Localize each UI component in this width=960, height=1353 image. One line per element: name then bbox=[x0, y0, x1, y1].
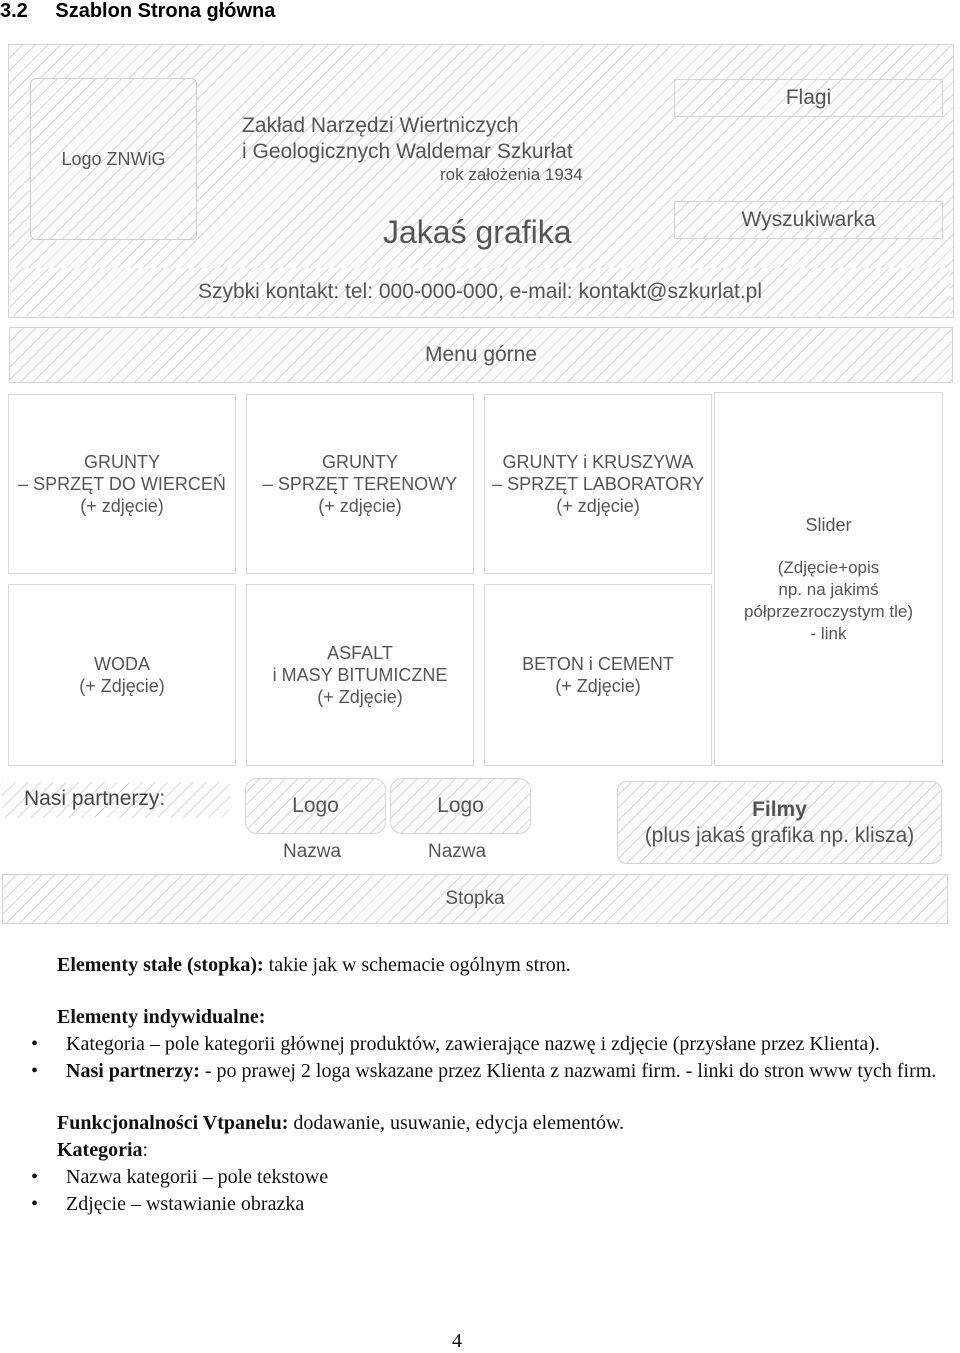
page-number: 4 bbox=[452, 1330, 462, 1352]
partner-name[interactable]: Nazwa bbox=[283, 841, 342, 862]
bullet-text: Kategoria – pole kategorii głównej produktów, zawierające nazwę i zdjęcie (przysłane przez Klienta). bbox=[66, 1033, 880, 1055]
fixed-elements-text: takie jak w schemacie ogólnym stron. bbox=[263, 954, 571, 976]
header-graphic-label: Jakaś grafika bbox=[383, 214, 572, 250]
category-subtitle: – SPRZĘT DO WIERCEŃ bbox=[18, 474, 226, 494]
company-name bbox=[242, 113, 573, 165]
section-number: 3.2 bbox=[0, 0, 28, 22]
category-tile[interactable] bbox=[246, 394, 474, 574]
category-photo-note: (+ zdjęcie) bbox=[556, 496, 640, 516]
films-title: Filmy bbox=[752, 797, 807, 821]
flags-box[interactable] bbox=[674, 79, 943, 117]
category-colon: : bbox=[142, 1139, 149, 1161]
bullet-bold: Nasi partnerzy: bbox=[66, 1060, 200, 1082]
slider-box[interactable] bbox=[714, 392, 943, 766]
slider-title: Slider bbox=[805, 515, 852, 535]
category-title: WODA bbox=[94, 654, 150, 674]
vtpanel-note bbox=[57, 1110, 937, 1137]
films-subtitle: (plus jakaś grafika np. klisza) bbox=[644, 823, 915, 847]
category-label: Kategoria bbox=[57, 1139, 143, 1161]
category-title: GRUNTY i KRUSZYWA bbox=[502, 452, 694, 472]
category-photo-note: (+ Zdjęcie) bbox=[79, 676, 165, 696]
quick-contact-bar bbox=[10, 268, 950, 316]
category-title: ASFALT bbox=[327, 643, 393, 663]
partner-logo[interactable] bbox=[245, 778, 386, 834]
list-item: • Nazwa kategorii – pole tekstowe bbox=[0, 1164, 937, 1191]
list-item bbox=[0, 1058, 937, 1085]
section-title: Szablon Strona główna bbox=[55, 0, 276, 22]
slider-desc-line: (Zdjęcie+opis bbox=[777, 558, 880, 577]
flags-label: Flagi bbox=[785, 86, 832, 109]
category-title: GRUNTY bbox=[83, 452, 160, 472]
individual-elements-list bbox=[0, 1031, 937, 1085]
category-photo-note: (+ zdjęcie) bbox=[80, 496, 164, 516]
partners-label: Nasi partnerzy: bbox=[24, 787, 166, 810]
section-heading bbox=[0, 0, 275, 23]
quick-contact-text: Szybki kontakt: tel: 000-000-000, e-mail: kontakt@szkurlat.pl bbox=[197, 280, 763, 303]
category-tile[interactable] bbox=[484, 394, 712, 574]
category-title: BETON i CEMENT bbox=[522, 654, 674, 674]
category-title: GRUNTY bbox=[322, 452, 398, 472]
partner-logo-label: Logo bbox=[437, 794, 484, 817]
logo-label: Logo ZNWiG bbox=[61, 149, 166, 169]
partner-logo[interactable] bbox=[390, 778, 531, 834]
list-item: • Zdjęcie – wstawianie obrazka bbox=[0, 1191, 937, 1218]
partner-logo-label: Logo bbox=[292, 794, 339, 817]
category-tile[interactable] bbox=[484, 584, 712, 766]
top-menu-label: Menu górne bbox=[424, 343, 538, 366]
category-tile[interactable] bbox=[8, 584, 236, 766]
vtpanel-label: Funkcjonalności Vtpanelu: bbox=[57, 1112, 289, 1134]
search-label: Wyszukiwarka bbox=[741, 208, 876, 231]
footer-label: Stopka bbox=[445, 888, 505, 909]
category-tile[interactable] bbox=[8, 394, 236, 574]
company-line-2: i Geologicznych Waldemar Szkurłat bbox=[242, 140, 573, 163]
slider-desc-line: np. na jakimś bbox=[778, 580, 879, 599]
bullet-text: - po prawej 2 loga wskazane przez Klienta z nazwami firm. - linki do stron www tych firm. bbox=[199, 1060, 937, 1082]
films-box[interactable] bbox=[617, 781, 942, 864]
logo-box[interactable] bbox=[30, 78, 197, 240]
individual-elements-label: Elementy indywidualne: bbox=[57, 1006, 266, 1028]
category-note bbox=[57, 1137, 937, 1164]
category-fields-list bbox=[0, 1164, 937, 1218]
company-line-1: Zakład Narzędzi Wiertniczych bbox=[242, 114, 519, 137]
search-box[interactable] bbox=[674, 201, 943, 239]
category-subtitle: – SPRZĘT TERENOWY bbox=[262, 474, 458, 494]
slider-description bbox=[715, 557, 942, 645]
fixed-elements-label: Elementy stałe (stopka): bbox=[57, 954, 264, 976]
slider-desc-line: półprzezroczystym tle) bbox=[743, 602, 914, 621]
category-photo-note: (+ zdjęcie) bbox=[318, 496, 402, 516]
category-photo-note: (+ Zdjęcie) bbox=[555, 676, 641, 696]
slider-link-text: - link bbox=[810, 624, 847, 643]
category-photo-note: (+ Zdjęcie) bbox=[317, 687, 403, 707]
category-subtitle: – SPRZĘT LABORATORY bbox=[492, 474, 704, 494]
notes-section bbox=[57, 952, 937, 1218]
footer-bar bbox=[2, 874, 948, 924]
list-item bbox=[0, 1031, 937, 1058]
founded-text: rok założenia 1934 bbox=[440, 165, 583, 184]
top-menu[interactable] bbox=[9, 327, 953, 383]
fixed-elements-note bbox=[57, 952, 937, 979]
category-tile[interactable] bbox=[246, 584, 474, 766]
partner-name[interactable]: Nazwa bbox=[428, 841, 487, 862]
category-subtitle: i MASY BITUMICZNE bbox=[272, 665, 448, 685]
partners-label-box bbox=[2, 782, 230, 818]
vtpanel-text: dodawanie, usuwanie, edycja elementów. bbox=[288, 1112, 625, 1134]
